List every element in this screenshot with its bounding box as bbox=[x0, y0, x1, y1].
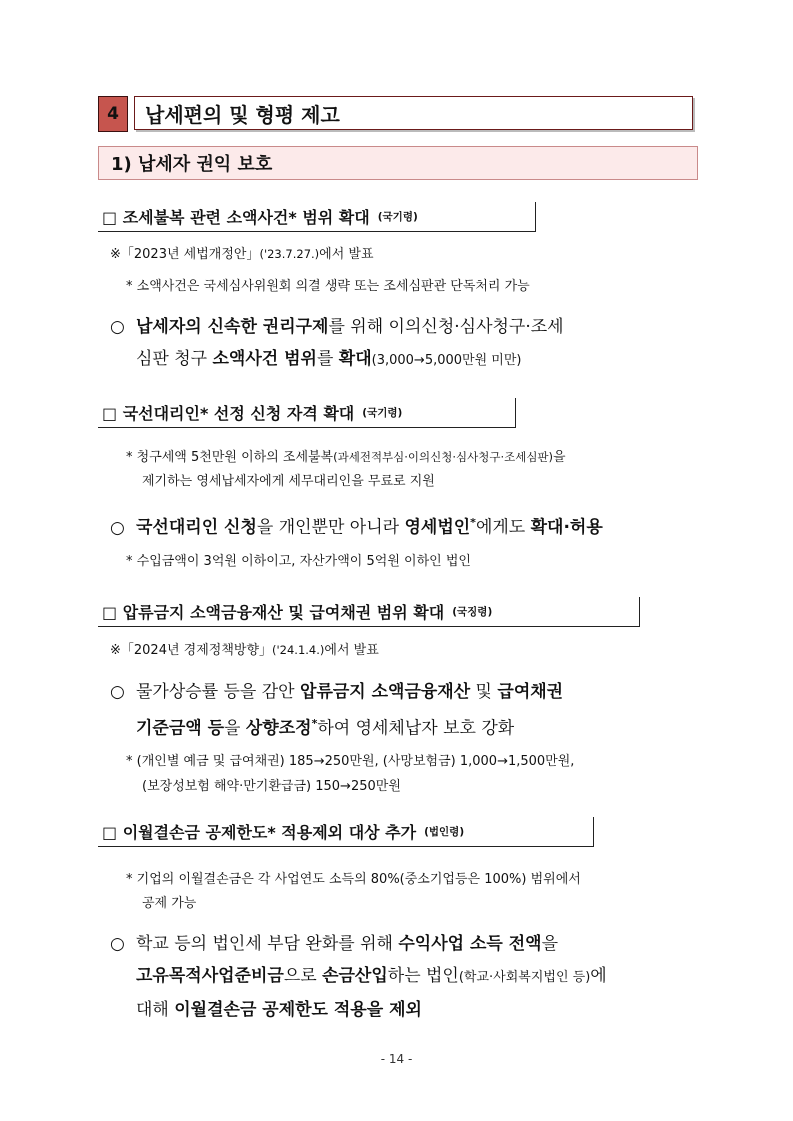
emphasis: 기준금액 등 bbox=[136, 718, 225, 739]
emphasis: 영세법인 bbox=[404, 517, 471, 538]
paragraph-4-line-3 bbox=[110, 994, 607, 1026]
footnote-4a: * 기업의 이월결손금은 각 사업연도 소득의 80%(중소기업등은 100%) 범위에서 bbox=[126, 872, 581, 887]
text: (3,000→5,000만원 미만) bbox=[371, 353, 522, 368]
emphasis: 급여채권 bbox=[497, 682, 564, 702]
ref-text: ※「2023년 세법개정안」 bbox=[110, 247, 260, 262]
text: 및 bbox=[470, 682, 498, 702]
footnote-4b: 공제 가능 bbox=[142, 896, 197, 911]
text: 을 bbox=[553, 450, 566, 465]
text: 으로 bbox=[283, 966, 323, 986]
ref-text: ※「2024년 경제정책방향」 bbox=[110, 643, 273, 658]
text: * 청구세액 5천만원 이하의 조세불복 bbox=[126, 450, 334, 465]
footnote-2b: 제기하는 영세납세자에게 세무대리인을 무료로 지원 bbox=[142, 474, 435, 489]
text: 하여 영세체납자 보호 강화 bbox=[317, 718, 515, 739]
emphasis: 고유목적사업준비금 bbox=[136, 966, 284, 986]
paragraph-4-line-1 bbox=[110, 928, 607, 960]
reference-note-3 bbox=[110, 639, 379, 658]
item-heading-4 bbox=[98, 817, 594, 847]
text: 하는 법인 bbox=[387, 966, 459, 986]
bullet: ○ bbox=[110, 317, 125, 337]
bullet: ○ bbox=[110, 682, 125, 702]
emphasis: 압류금지 소액금융재산 bbox=[300, 682, 471, 702]
ref-date: ('23.7.27.) bbox=[259, 247, 320, 261]
text: 을 bbox=[224, 718, 246, 739]
bullet: ○ bbox=[110, 934, 125, 954]
paragraph-1 bbox=[110, 311, 564, 377]
footnote-3a: * (개인별 예금 및 급여채권) 185→250만원, (사망보험금) 1,000→1,500만원, bbox=[126, 754, 575, 769]
ref-date: ('24.1.4.) bbox=[272, 643, 325, 657]
emphasis: 손금산입 bbox=[322, 966, 388, 986]
bullet: ○ bbox=[110, 517, 125, 538]
ref-suffix: 에서 발표 bbox=[324, 643, 379, 658]
text: 를 위해 이의신청·심사청구·조세 bbox=[328, 317, 564, 337]
emphasis: 확대·허용 bbox=[530, 517, 603, 538]
item-heading-2-tag: (국기령) bbox=[362, 407, 403, 419]
emphasis: 소액사건 범위 bbox=[212, 349, 317, 369]
text: 에 bbox=[590, 966, 607, 986]
subsection-title: 1) 납세자 권익 보호 bbox=[98, 146, 698, 180]
paragraph-2 bbox=[110, 507, 603, 544]
ref-suffix: 에서 발표 bbox=[319, 247, 374, 262]
text: 에게도 bbox=[475, 517, 531, 538]
footnote-2a bbox=[126, 446, 566, 465]
emphasis: 납세자의 신속한 권리구제 bbox=[136, 317, 329, 337]
item-heading-2-text: □ 국선대리인* 선정 신청 자격 확대 bbox=[102, 404, 355, 423]
text: 물가상승률 등을 감안 bbox=[136, 682, 301, 702]
section-title: 납세편의 및 형평 제고 bbox=[134, 96, 693, 130]
item-heading-2 bbox=[98, 398, 516, 428]
item-heading-1-tag: (국기령) bbox=[377, 211, 418, 223]
asterisk: * bbox=[470, 516, 476, 529]
item-heading-1 bbox=[98, 202, 536, 232]
text: (과세전적부심·이의신청·심사청구·조세심판) bbox=[333, 450, 554, 464]
footnote-2c: * 수입금액이 3억원 이하이고, 자산가액이 5억원 이하인 법인 bbox=[126, 554, 471, 569]
emphasis: 상향조정 bbox=[245, 718, 312, 739]
page-number: - 14 - bbox=[380, 1052, 413, 1066]
emphasis: 이월결손금 공제한도 적용을 제외 bbox=[174, 1000, 422, 1020]
reference-note-1 bbox=[110, 243, 374, 262]
footnote-3b: (보장성보험 해약·만기환급금) 150→250만원 bbox=[142, 779, 401, 794]
asterisk: * bbox=[311, 717, 318, 730]
paragraph-4 bbox=[110, 928, 607, 1026]
paragraph-4-line-2 bbox=[110, 960, 607, 994]
paragraph-1-line-1 bbox=[110, 311, 564, 343]
item-heading-1-text: □ 조세불복 관련 소액사건* 범위 확대 bbox=[102, 208, 370, 227]
text: 심판 청구 bbox=[136, 349, 213, 369]
emphasis: 국선대리인 신청 bbox=[136, 517, 257, 538]
text: 을 bbox=[541, 934, 558, 954]
paragraph-3 bbox=[110, 676, 563, 745]
item-heading-3-tag: (국징령) bbox=[452, 606, 493, 618]
section-header bbox=[98, 96, 695, 132]
footnote-1: * 소액사건은 국세심사위원회 의결 생략 또는 조세심판관 단독처리 가능 bbox=[126, 279, 530, 294]
emphasis: 확대 bbox=[338, 349, 372, 369]
text: (학교·사회복지법인 등) bbox=[458, 970, 591, 985]
emphasis: 수익사업 소득 전액 bbox=[398, 934, 542, 954]
paragraph-1-line-2 bbox=[110, 343, 564, 377]
item-heading-3-text: □ 압류금지 소액금융재산 및 급여채권 범위 확대 bbox=[102, 603, 445, 622]
section-number: 4 bbox=[98, 96, 128, 132]
paragraph-3-line-1 bbox=[110, 676, 563, 708]
text: 대해 bbox=[136, 1000, 175, 1020]
paragraph-3-line-2 bbox=[110, 708, 563, 745]
item-heading-3 bbox=[98, 597, 640, 627]
text: 학교 등의 법인세 부담 완화를 위해 bbox=[136, 934, 399, 954]
item-heading-4-tag: (법인령) bbox=[424, 826, 465, 838]
text: 을 개인뿐만 아니라 bbox=[256, 517, 405, 538]
text: 를 bbox=[316, 349, 339, 369]
item-heading-4-text: □ 이월결손금 공제한도* 적용제외 대상 추가 bbox=[102, 823, 417, 842]
